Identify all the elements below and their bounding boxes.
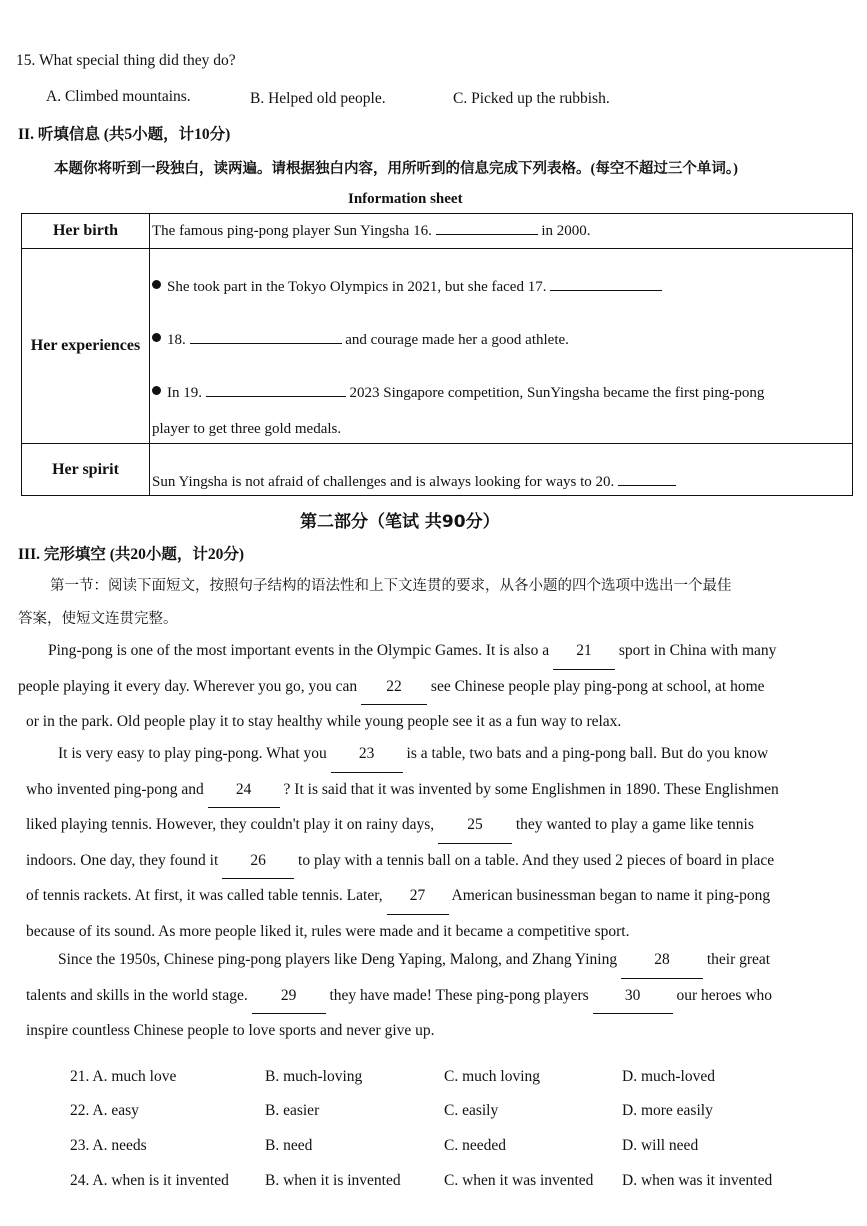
q21-option-c[interactable]: C. much loving [444, 1068, 541, 1085]
text: they wanted to play a game like tennis [515, 816, 754, 833]
text: who invented ping-pong and [26, 780, 204, 798]
q23-option-c[interactable]: C. needed [444, 1137, 506, 1154]
q24-option-a[interactable]: 24. A. when is it invented [70, 1172, 229, 1189]
q22-option-b[interactable]: B. easier [265, 1102, 320, 1119]
text: is a table, two bats and a ping-pong ball. But do you know [406, 745, 769, 762]
spirit-text: Sun Yingsha is not afraid of challenges and is always looking for ways to 20. [152, 474, 615, 490]
blank-30[interactable]: 30 [593, 979, 673, 1015]
text: sport in China with many [618, 642, 777, 659]
q23-option-b[interactable]: B. need [265, 1137, 313, 1154]
blank-21[interactable]: 21 [553, 634, 615, 670]
blank-23[interactable]: 23 [331, 737, 403, 773]
text: our heroes who [676, 986, 773, 1004]
q24-option-d[interactable]: D. when was it invented [622, 1172, 773, 1189]
text: see Chinese people play ping-pong at school, at home [430, 677, 765, 695]
section-2-title: II. 听填信息 (共5小题，计10分) [18, 126, 231, 143]
text: indoors. One day, they found it [26, 851, 219, 869]
q21-option-a[interactable]: 21. A. much love [70, 1068, 177, 1085]
text: American businessman began to name it ping-pong [451, 887, 771, 904]
birth-text-end: in 2000. [541, 222, 591, 239]
text: or in the park. Old people play it to stay healthy while young people see it as a fun way to relax. [26, 713, 622, 730]
bullet-icon [152, 386, 161, 395]
birth-text: The famous ping-pong player Sun Yingsha 16. [152, 222, 432, 239]
q15-option-c[interactable]: C. Picked up the rubbish. [453, 90, 610, 107]
q21-option-b[interactable]: B. much-loving [265, 1068, 363, 1085]
experience-item-3 [152, 385, 764, 402]
experience-item-1 [152, 279, 662, 296]
experience-3-number: In 19. [167, 385, 202, 401]
q24-option-c[interactable]: C. when it was invented [444, 1172, 594, 1189]
text: It is very easy to play ping-pong. What you [58, 745, 327, 762]
section-3-title: III. 完形填空 (共20小题，计20分) [18, 546, 245, 563]
q23-option-d[interactable]: D. will need [622, 1137, 699, 1154]
experience-item-2 [152, 332, 569, 349]
blank-29[interactable]: 29 [252, 979, 326, 1015]
bullet-icon [152, 280, 161, 289]
text: liked playing tennis. However, they couldn't play it on rainy days, [26, 816, 435, 833]
q23-option-a[interactable]: 23. A. needs [70, 1137, 147, 1154]
text: Since the 1950s, Chinese ping-pong players like Deng Yaping, Malong, and Zhang Yining [58, 951, 618, 968]
text: Ping-pong is one of the most important events in the Olympic Games. It is also a [48, 642, 550, 659]
passage-paragraph-3 [26, 943, 806, 1049]
experience-3-line-2: player to get three gold medals. [152, 421, 342, 437]
bullet-icon [152, 333, 161, 342]
q22-option-a[interactable]: 22. A. easy [70, 1102, 139, 1119]
q24-option-b[interactable]: B. when it is invented [265, 1172, 401, 1189]
q15-option-b[interactable]: B. Helped old people. [250, 90, 386, 107]
text: their great [706, 951, 771, 968]
information-sheet-table [21, 213, 853, 496]
text: talents and skills in the world stage. [26, 986, 248, 1004]
q22-option-c[interactable]: C. easily [444, 1102, 499, 1119]
information-sheet-title: Information sheet [348, 191, 463, 207]
birth-row [150, 214, 853, 249]
label-her-experiences: Her experiences [22, 249, 150, 444]
q15-option-a[interactable]: A. Climbed mountains. [46, 88, 191, 105]
text: ? It is said that it was invented by some Englishmen in 1890. These Englishmen [283, 780, 779, 798]
blank-20[interactable] [618, 485, 676, 486]
label-her-spirit: Her spirit [22, 444, 150, 496]
spirit-row [150, 444, 853, 496]
experience-2-number: 18. [167, 332, 186, 348]
blank-25[interactable]: 25 [438, 808, 512, 844]
section-3-instruction-line-2: 答案，使短文连贯完整。 [18, 611, 178, 627]
blank-22[interactable]: 22 [361, 670, 427, 706]
blank-18[interactable] [190, 343, 342, 344]
section-3-instruction-line-1: 第一节：阅读下面短文，按照句子结构的语法性和上下文连贯的要求，从各小题的四个选项中选出一个最佳 [50, 578, 732, 594]
text: to play with a tennis ball on a table. And they used 2 pieces of board in place [298, 851, 775, 869]
passage-paragraph-1 [18, 634, 802, 740]
section-2-instruction: 本题你将听到一段独白，读两遍。请根据独白内容，用所听到的信息完成下列表格。(每空不超过三个单词。) [54, 161, 738, 177]
experiences-cell [150, 249, 853, 444]
q21-option-d[interactable]: D. much-loved [622, 1068, 715, 1085]
label-her-birth: Her birth [22, 214, 150, 249]
blank-19[interactable] [206, 396, 346, 397]
blank-26[interactable]: 26 [222, 844, 294, 880]
question-15-stem: 15. What special thing did they do? [16, 52, 236, 69]
experience-1-text: She took part in the Tokyo Olympics in 2021, but she faced 17. [167, 279, 547, 295]
blank-28[interactable]: 28 [621, 943, 703, 979]
blank-17[interactable] [550, 290, 662, 291]
blank-16[interactable] [436, 234, 538, 235]
part-2-title: 第二部分（笔试 共90分） [300, 512, 500, 532]
blank-24[interactable]: 24 [208, 773, 280, 809]
blank-27[interactable]: 27 [387, 879, 449, 915]
passage-paragraph-2 [26, 737, 806, 949]
text: people playing it every day. Wherever you go, you can [18, 677, 358, 695]
text: they have made! These ping-pong players [329, 986, 589, 1004]
text: because of its sound. As more people liked it, rules were made and it became a competitive sport. [26, 922, 630, 940]
experience-2-text: and courage made her a good athlete. [345, 332, 569, 348]
q22-option-d[interactable]: D. more easily [622, 1102, 713, 1119]
text: inspire countless Chinese people to love sports and never give up. [26, 1022, 435, 1039]
text: of tennis rackets. At first, it was called table tennis. Later, [26, 887, 383, 904]
experience-3-text: 2023 Singapore competition, SunYingsha became the first ping-pong [349, 385, 765, 401]
